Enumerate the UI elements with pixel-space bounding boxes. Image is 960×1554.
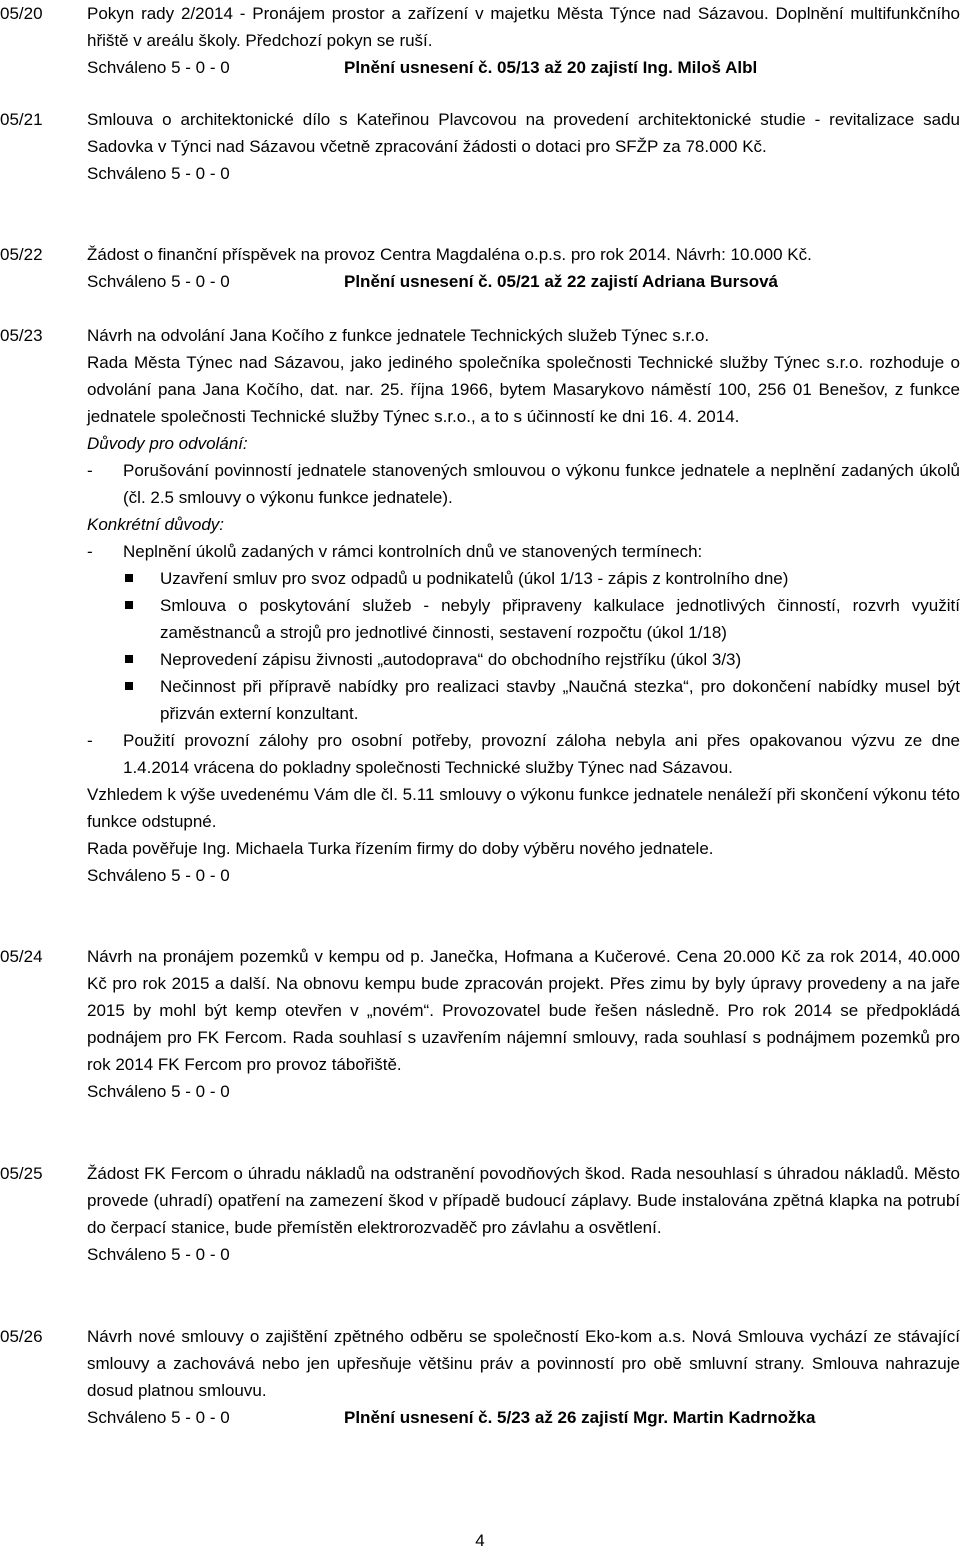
concrete-reason-item [87, 538, 960, 565]
list-item [87, 592, 960, 646]
concrete-reason-item [87, 727, 960, 781]
list-item-text: Neprovedení zápisu živnosti „autodoprava“ do obchodního rejstříku (úkol 3/3) [160, 650, 742, 669]
resolution-text: Žádost o finanční příspěvek na provoz Centra Magdaléna o.p.s. pro rok 2014. Návrh: 10.000 Kč. [87, 245, 812, 264]
resolution-number: 05/26 [0, 1327, 43, 1346]
resolution-title: Návrh na odvolání Jana Kočího z funkce jednatele Technických služeb Týnec s.r.o. [87, 326, 710, 345]
dash-bullet: - [87, 461, 93, 480]
square-bullet-icon [125, 655, 133, 663]
resolution-text: Smlouva o architektonické dílo s Kateřinou Plavcovou na provedení architektonické studie - revitalizace sadu Sadovka v Týnci nad Sázavou včetně zpracování žádosti o dotaci pro SFŽP za 78.000 Kč. [87, 110, 960, 156]
resolution-decision: Rada Města Týnec nad Sázavou, jako jediného společníka společnosti Technické služby Týnec s.r.o. rozhoduje o odvolání pana Jana Kočího, dat. nar. 25. října 1966, bytem Masarykovo náměstí 100, 256 01 Benešov, z funkce jednatele společnosti Technické služby Týnec s.r.o., a to s účinností ke dni 16. 4. 2014. [87, 353, 960, 426]
resolution-number: 05/25 [0, 1164, 43, 1183]
concrete-reason-text: Neplnění úkolů zadaných v rámci kontrolních dnů ve stanovených termínech: [123, 542, 703, 561]
approval-line [87, 268, 960, 295]
approval-status: Schváleno 5 - 0 - 0 [87, 1082, 230, 1101]
fulfilment-note: Plnění usnesení č. 05/21 až 22 zajistí Adriana Bursová [344, 272, 778, 291]
approval-status: Schváleno 5 - 0 - 0 [87, 1245, 230, 1264]
list-item [87, 565, 960, 592]
resolution-number: 05/21 [0, 110, 43, 129]
list-item-text: Smlouva o poskytování služeb - nebyly připraveny kalkulace jednotlivých činností, rozvrh využití zaměstnanců a strojů pro jednotlivé činnosti, sestavení rozpočtu (úkol 1/18) [160, 596, 960, 642]
dash-bullet: - [87, 542, 93, 561]
list-item-text: Uzavření smluv pro svoz odpadů u podnikatelů (úkol 1/13 - zápis z kontrolního dne) [160, 569, 789, 588]
resolution-text: Pokyn rady 2/2014 - Pronájem prostor a zařízení v majetku Města Týnce nad Sázavou. Doplnění multifunkčního hřiště v areálu školy. Předchozí pokyn se ruší. [87, 4, 960, 50]
dash-bullet: - [87, 731, 93, 750]
resolution-text: Návrh nové smlouvy o zajištění zpětného odběru se společností Eko-kom a.s. Nová Smlouva vychází ze stávající smlouvy a zachovává nebo jen upřesňuje většinu práv a povinností pro obě smluvní strany. Smlouva nahrazuje dosud platnou smlouvu. [87, 1327, 960, 1400]
resolution-text: Návrh na pronájem pozemků v kempu od p. Janečka, Hofmana a Kučerové. Cena 20.000 Kč za rok 2014, 40.000 Kč pro rok 2015 a další. Na obnovu kempu bude zpracován projekt. Přes zimu by byly úpravy provedeny a na jaře 2015 by mohl být kemp otevřen v „novém“. Provozovatel bude řešen následně. Pro rok 2014 se předpokládá podnájem pro FK Fercom. Rada souhlasí s uzavřením nájemní smlouvy, rada souhlasí s podnájmem pozemků pro rok 2014 FK Fercom pro provoz tábořiště. [87, 947, 960, 1074]
reasons-heading: Důvody pro odvolání: [87, 434, 248, 453]
conclusion-text: Vzhledem k výše uvedenému Vám dle čl. 5.11 smlouvy o výkonu funkce jednatele nenáleží při skončení výkonu této funkce odstupné. [87, 785, 960, 831]
square-bullet-icon [125, 682, 133, 690]
square-bullet-icon [125, 601, 133, 609]
square-bullet-icon [125, 574, 133, 582]
approval-line [87, 1404, 960, 1431]
approval-status: Schváleno 5 - 0 - 0 [87, 1408, 230, 1427]
page-number: 4 [475, 1531, 485, 1550]
approval-line [87, 54, 960, 81]
fulfilment-note: Plnění usnesení č. 05/13 až 20 zajistí Ing. Miloš Albl [344, 58, 758, 77]
approval-status: Schváleno 5 - 0 - 0 [87, 866, 230, 885]
approval-status: Schváleno 5 - 0 - 0 [87, 58, 230, 77]
list-item [87, 673, 960, 727]
delegation-text: Rada pověřuje Ing. Michaela Turka řízením firmy do doby výběru nového jednatele. [87, 839, 714, 858]
resolution-text: Žádost FK Fercom o úhradu nákladů na odstranění povodňových škod. Rada nesouhlasí s úhradou nákladů. Město provede (uhradí) opatření na zamezení škod v případě budoucí záplavy. Bude instalována zpětná klapka na potrubí do čerpací stanice, bude přemístěn elektrorozvaděč pro závlahu a osvětlení. [87, 1164, 960, 1237]
fulfilment-note: Plnění usnesení č. 5/23 až 26 zajistí Mgr. Martin Kadrnožka [344, 1408, 816, 1427]
resolution-number: 05/22 [0, 245, 43, 264]
list-item [87, 646, 960, 673]
reason-item [87, 457, 960, 511]
reason-text: Porušování povinností jednatele stanovených smlouvou o výkonu funkce jednatele a neplnění zadaných úkolů (čl. 2.5 smlouvy o výkonu funkce jednatele). [123, 461, 960, 507]
resolution-number: 05/23 [0, 326, 43, 345]
approval-status: Schváleno 5 - 0 - 0 [87, 164, 230, 183]
approval-status: Schváleno 5 - 0 - 0 [87, 272, 230, 291]
concrete-heading: Konkrétní důvody: [87, 515, 225, 534]
list-item-text: Nečinnost při přípravě nabídky pro realizaci stavby „Naučná stezka“, pro dokončení nabídky musel být přizván externí konzultant. [160, 677, 960, 723]
resolution-number: 05/20 [0, 4, 43, 23]
resolution-number: 05/24 [0, 947, 43, 966]
concrete-reason-text: Použití provozní zálohy pro osobní potřeby, provozní záloha nebyla ani přes opakovanou výzvu ze dne 1.4.2014 vrácena do pokladny společnosti Technické služby Týnec nad Sázavou. [123, 731, 960, 777]
